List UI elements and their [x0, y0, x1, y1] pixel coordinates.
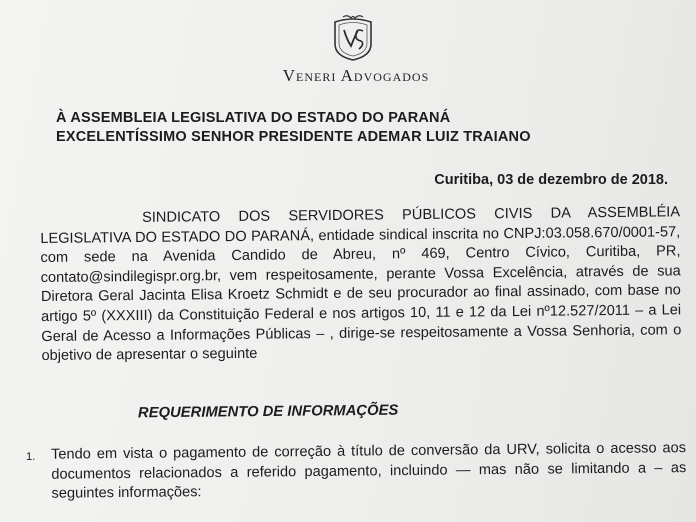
firm-name: Veneri Advogados	[282, 66, 430, 85]
list-item-number: 1.	[26, 450, 36, 463]
list-item	[26, 439, 687, 505]
body-paragraph	[40, 203, 682, 366]
letter-date: Curitiba, 03 de dezembro de 2018.	[434, 172, 668, 188]
addressee-line-1: À ASSEMBLEIA LEGISLATIVA DO ESTADO DO PARANÁ	[56, 110, 451, 126]
addressee-line-2: EXCELENTÍSSIMO SENHOR PRESIDENTE ADEMAR LUIZ TRAIANO	[56, 129, 531, 145]
list-item-text: Tendo em vista o pagamento de correção à título de conversão da URV, solicita o acesso aos documentos relacionados a referido pagamento, incluindo — mas não se limitando a – as seguintes informações:	[51, 440, 687, 502]
firm-monogram-logo	[327, 14, 379, 62]
request-title: REQUERIMENTO DE INFORMAÇÕES	[137, 402, 399, 422]
body-paragraph-text: SINDICATO DOS SERVIDORES PÚBLICOS CIVIS DA ASSEMBLÉIA LEGISLATIVA DO ESTADO DO PARANÁ, entidade sindical inscrita no CNPJ:03.058.670/0001-57, com sede na Avenida Candido de Abreu, nº 469, Centro Cívico, Curitiba, PR, contato@sindilegispr.org.br, vem respeitosamente, perante Vossa Excelência, através de sua Diretora Geral Jacinta Elisa Kroetz Schmidt e de seu procurador ao final assinado, com base no artigo 5º (XXXIII) da Constituição Federal e nos artigos 10, 11 e 12 da Lei nº12.527/2011 – a Lei Geral de Acesso a Informações Públicas – , dirige-se respeitosamente a Vossa Senhoria, com o objetivo de apresentar o seguinte	[40, 204, 682, 365]
